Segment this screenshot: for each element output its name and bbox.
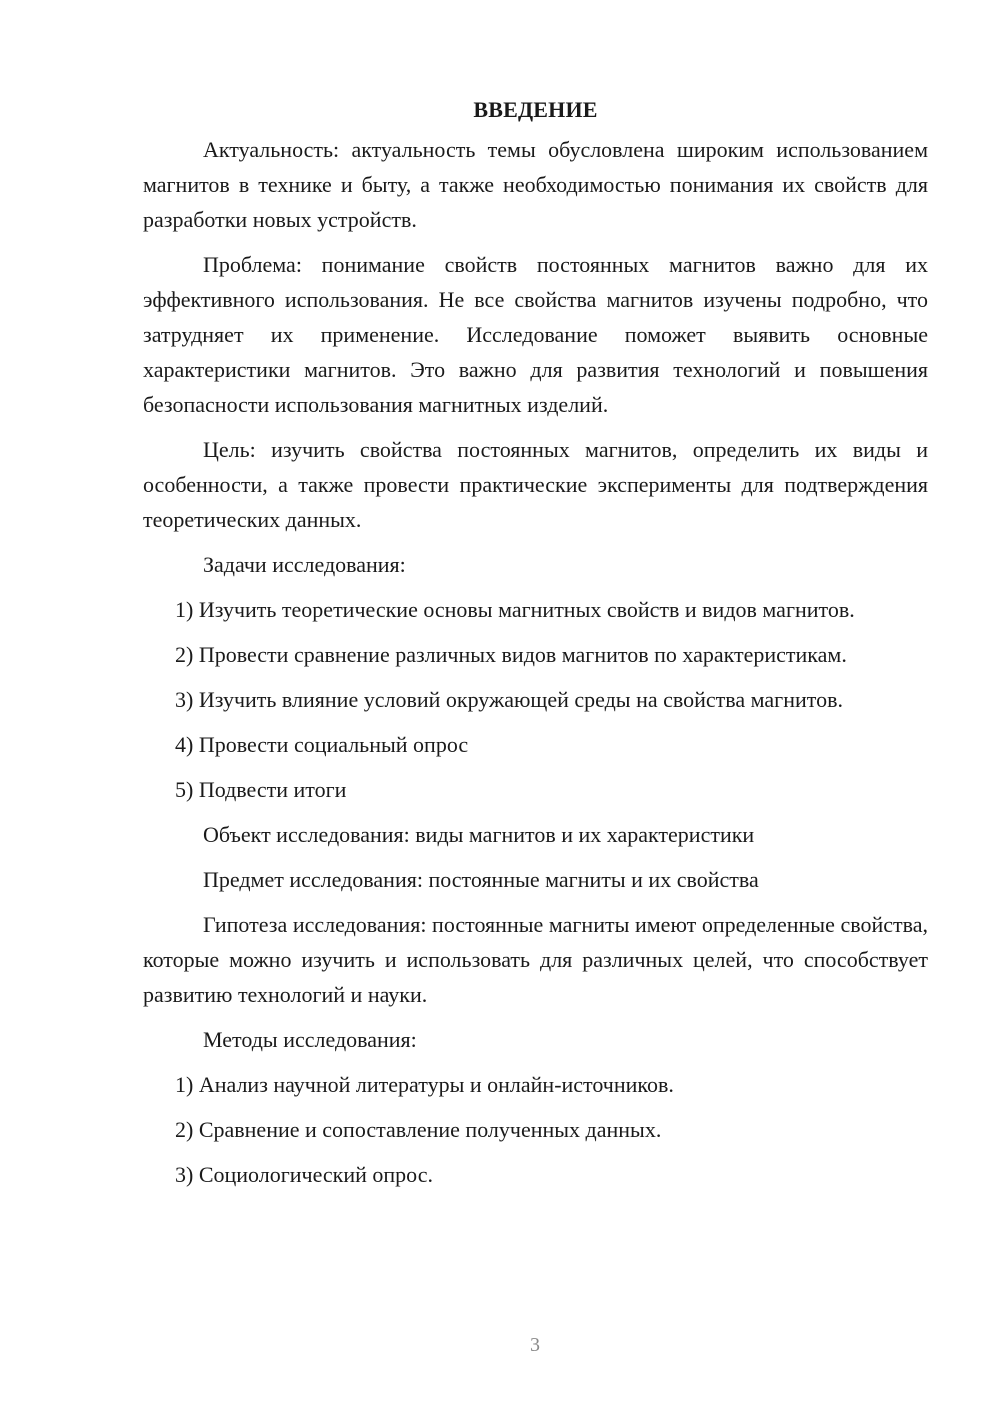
task-item: 5) Подвести итоги <box>175 777 347 802</box>
method-item: 1) Анализ научной литературы и онлайн-источников. <box>175 1072 674 1097</box>
method-item: 2) Сравнение и сопоставление полученных данных. <box>175 1117 662 1142</box>
subject-paragraph: Предмет исследования: постоянные магниты и их свойства <box>203 867 759 892</box>
object-paragraph: Объект исследования: виды магнитов и их характеристики <box>203 822 755 847</box>
tasks-heading: Задачи исследования: <box>203 552 406 577</box>
problem-paragraph: Проблема: понимание свойств постоянных магнитов важно для их эффективного использования. Не все свойства магнитов изучены подробно, что затрудняет их применение. Исследование поможет выявить основные характеристики магнитов. Это важно для развития технологий и повышения безопасности использования магнитных изделий. <box>143 252 928 417</box>
task-item: 1) Изучить теоретические основы магнитных свойств и видов магнитов. <box>175 597 855 622</box>
methods-heading: Методы исследования: <box>203 1027 417 1052</box>
method-item: 3) Социологический опрос. <box>175 1162 433 1187</box>
task-item: 4) Провести социальный опрос <box>175 732 469 757</box>
page-number: 3 <box>530 1334 540 1356</box>
task-item: 3) Изучить влияние условий окружающей среды на свойства магнитов. <box>175 687 843 712</box>
hypothesis-paragraph: Гипотеза исследования: постоянные магниты имеют определенные свойства, которые можно изучить и использовать для различных целей, что способствует развитию технологий и науки. <box>143 912 928 1007</box>
goal-paragraph: Цель: изучить свойства постоянных магнитов, определить их виды и особенности, а также провести практические эксперименты для подтверждения теоретических данных. <box>143 437 928 532</box>
relevance-paragraph: Актуальность: актуальность темы обусловлена широким использованием магнитов в технике и быту, а также необходимостью понимания их свойств для разработки новых устройств. <box>143 137 928 232</box>
section-title: ВВЕДЕНИЕ <box>473 97 598 122</box>
task-item: 2) Провести сравнение различных видов магнитов по характеристикам. <box>175 642 847 667</box>
page-content <box>143 92 928 1202</box>
